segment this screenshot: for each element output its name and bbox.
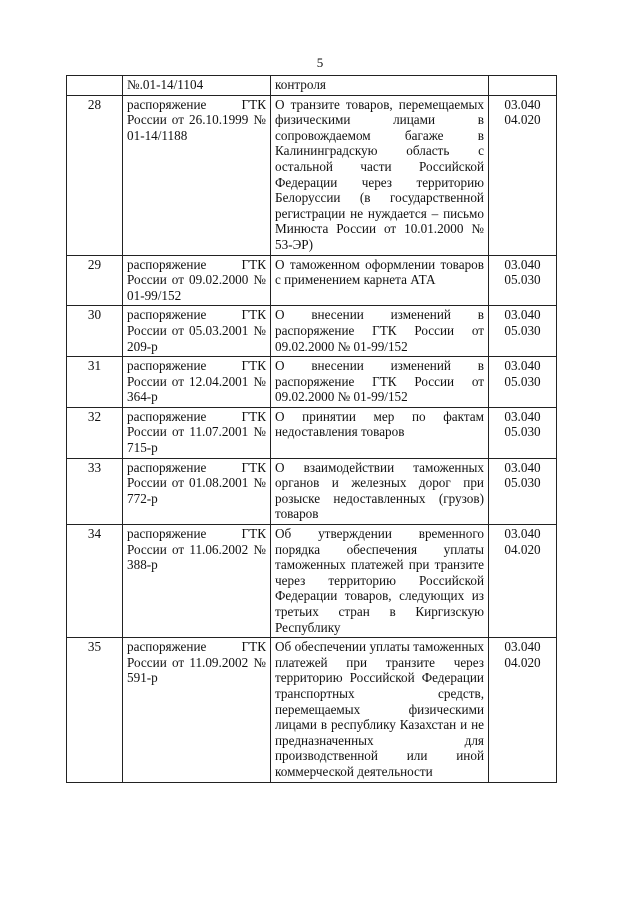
table-row: [67, 95, 557, 255]
classifier-codes: [489, 255, 557, 306]
act-description: О внесении изменений в распоряжение ГТК России от 09.02.2000 № 01-99/152: [271, 357, 489, 408]
act-description: О взаимодействии таможенных органов и железных дорог при розыске недоставленных (грузов) товаров: [271, 458, 489, 524]
code-secondary: 05.030: [504, 424, 541, 440]
code-primary: 03.040: [504, 358, 541, 374]
act-reference: распоряжение ГТК России от 11.06.2002 № 388-р: [123, 525, 271, 638]
code-secondary: 05.030: [504, 272, 541, 288]
row-number: 29: [67, 255, 123, 306]
row-number: [67, 76, 123, 96]
act-description: О таможенном оформлении товаров с применением карнета АТА: [271, 255, 489, 306]
page-number: 5: [316, 55, 324, 70]
row-number: 31: [67, 357, 123, 408]
code-secondary: 04.020: [504, 112, 541, 128]
row-number: 33: [67, 458, 123, 524]
act-reference: распоряжение ГТК России от 11.09.2002 № 591-р: [123, 638, 271, 782]
act-reference: распоряжение ГТК России от 01.08.2001 № 772-р: [123, 458, 271, 524]
row-number: 28: [67, 95, 123, 255]
code-secondary: 05.030: [504, 373, 541, 389]
code-secondary: 05.030: [504, 475, 541, 491]
row-number: 30: [67, 306, 123, 357]
code-primary: 03.040: [504, 256, 541, 272]
code-primary: 03.040: [504, 459, 541, 475]
act-description: О транзите товаров, перемещаемых физическими лицами в сопровождаемом багаже в Калининградскую область с остальной части Российской Федерации через территорию Белоруссии (в государственной регистрации не нуждается – письмо Минюста России от 10.01.2000 № 53-ЭР): [271, 95, 489, 255]
table-row: [67, 255, 557, 306]
act-description: Об обеспечении уплаты таможенных платежей при транзите через территорию Российской Федерации транспортных средств, перемещаемых физическими лицами в республику Казахстан и не предназначенных для производственной или иной коммерческой деятельности: [271, 638, 489, 782]
code-primary: 03.040: [504, 307, 541, 323]
table-row: [67, 357, 557, 408]
act-reference: №.01-14/1104: [123, 76, 271, 96]
code-secondary: 04.020: [504, 654, 541, 670]
code-primary: 03.040: [504, 639, 541, 655]
table-row-continued: [67, 76, 557, 96]
legal-acts-table: [66, 75, 557, 783]
classifier-codes: [489, 95, 557, 255]
row-number: 32: [67, 407, 123, 458]
row-number: 35: [67, 638, 123, 782]
table-row: [67, 306, 557, 357]
classifier-codes: [489, 357, 557, 408]
table-row: [67, 525, 557, 638]
act-description: О внесении изменений в распоряжение ГТК России от 09.02.2000 № 01-99/152: [271, 306, 489, 357]
row-number: 34: [67, 525, 123, 638]
act-description: Об утверждении временного порядка обеспечения уплаты таможенных платежей при транзите через территорию Российской Федерации товаров, следующих из третьих стран в Киргизскую Республику: [271, 525, 489, 638]
classifier-codes: [489, 458, 557, 524]
act-description: контроля: [271, 76, 489, 96]
table-row: [67, 407, 557, 458]
classifier-codes: [489, 407, 557, 458]
act-reference: распоряжение ГТК России от 09.02.2000 № 01-99/152: [123, 255, 271, 306]
act-reference: распоряжение ГТК России от 11.07.2001 № 715-р: [123, 407, 271, 458]
code-secondary: 04.020: [504, 541, 541, 557]
code-primary: 03.040: [504, 526, 541, 542]
act-reference: распоряжение ГТК России от 05.03.2001 № 209-р: [123, 306, 271, 357]
code-primary: 03.040: [504, 408, 541, 424]
act-reference: распоряжение ГТК России от 12.04.2001 № 364-р: [123, 357, 271, 408]
classifier-codes: [489, 306, 557, 357]
table-row: [67, 638, 557, 782]
classifier-codes: [489, 525, 557, 638]
classifier-codes: [489, 638, 557, 782]
code-primary: 03.040: [504, 96, 541, 112]
act-reference: распоряжение ГТК России от 26.10.1999 № 01-14/1188: [123, 95, 271, 255]
act-description: О принятии мер по фактам недоставления товаров: [271, 407, 489, 458]
code-secondary: 05.030: [504, 322, 541, 338]
classifier-codes: [489, 76, 557, 96]
table-row: [67, 458, 557, 524]
